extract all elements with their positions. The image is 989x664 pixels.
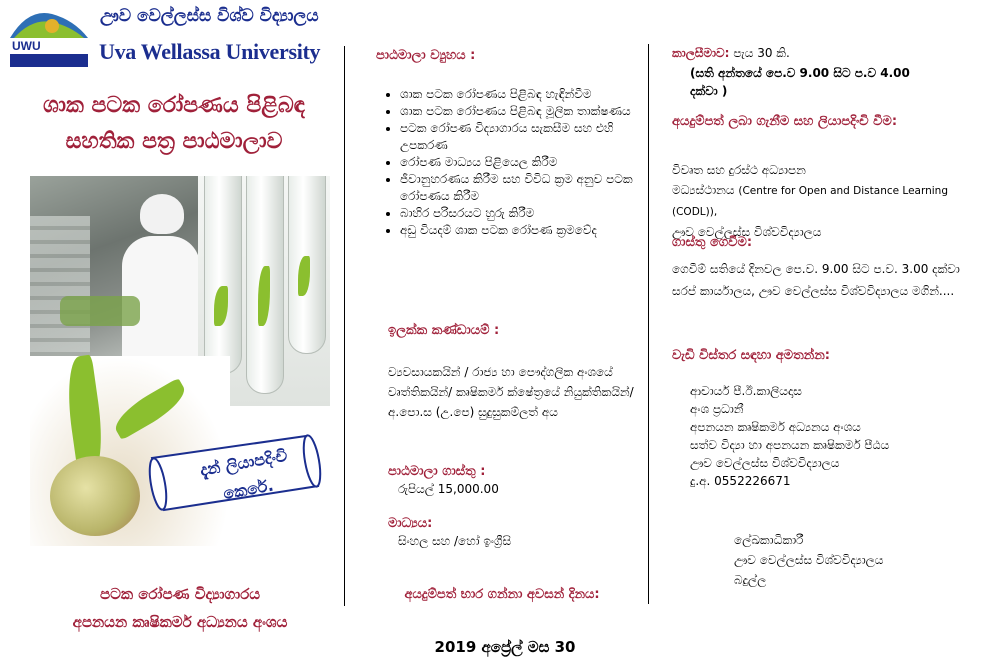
deadline-date: 2019 අප්‍රේල් මස 30 [434, 638, 576, 656]
university-name-english: Uva Wellassa University [99, 39, 321, 64]
duration-label: කාලසීමාව: [672, 46, 730, 60]
course-structure-list [378, 86, 662, 239]
course-title [14, 88, 334, 160]
contact-line: ඌව වෙල්ලස්ස විශ්වවිද්‍යාලය [690, 456, 840, 470]
course-fee-value: රුපියල් 15,000.00 [398, 482, 499, 496]
contact-line: සත්ව විද්‍යා හා අපනයන කෘෂිකර්ම පීඨය [690, 438, 890, 452]
list-item: • පටක රෝපණ විද්‍යාගාරය සැකසීම සහ එහි උපකරණ [400, 120, 662, 154]
medium-value: සිංහල සහ /හෝ ඉංග්‍රීසි [398, 534, 512, 548]
duration [672, 44, 790, 62]
column-divider-left [344, 46, 345, 606]
university-name-sinhala: ඌව වෙල්ලස්ස විශ්ව විද්‍යාලය [100, 6, 319, 26]
application-line: ඌව වෙල්ලස්ස විශ්වවිද්‍යාලය [672, 225, 822, 239]
registrar-signature-block [734, 530, 964, 590]
duration-value: පැය 30 කි. [733, 46, 790, 60]
application-line [672, 180, 972, 222]
list-item: • ශාක පටක රෝපණය පිළිබඳ මූලික තාක්ෂණය [400, 103, 662, 120]
payment-heading: ගාස්තු ගෙවීම: [672, 235, 753, 250]
banner-line: කෙරේ. [221, 475, 275, 504]
logo-text: UWU [12, 39, 41, 53]
payment-details: ගෙවීම් සතියේ දිනවල පෙ.ව. 9.00 සිට ප.ව. 3.00 දක්වා සරප් කාර්යාලය, ඌව වෙල්ලස්ස විශ්වවිද්‍යාලය මගින්.... [672, 262, 960, 298]
application-heading: අයදුම්පත් ලබා ගැනීම සහ ලියාපදිංචි වීම: [672, 114, 898, 129]
target-group-text: ව්‍යවසායකයින් / රාජ්‍ය හා පෞද්ගලික අංශයේ වෘත්තිකයින්/ කෘෂිකර්ම ක්ෂේත්‍රයේ නියුක්තිකයින්/ අ.පො.ස (උ.පෙ) සුදුසුකම්ලත් අය [388, 365, 634, 419]
list-item: • අඩු වියදම් ශාක පටක රෝපණ ක්‍රමවේද [400, 222, 662, 239]
course-title-line: සහතික පත්‍ර පාඨමාලාව [65, 129, 283, 154]
contact-line: අංශ ප්‍රධානී [690, 402, 744, 416]
department-name: අපනයන කෘෂිකර්ම අධ්‍යනය අංශය [72, 613, 288, 631]
list-item: • රෝපණ මාධ්‍යය පිළියෙල කිරීම [400, 154, 662, 171]
medium-heading: මාධ්‍යය: [388, 516, 433, 531]
registrar-line: බදුල්ල [734, 573, 767, 587]
course-title-line: ශාක පටක රෝපණය පිළිබඳ [43, 93, 305, 118]
codl-name: (Centre for Open and Distance Learning (CODL)), [672, 185, 949, 218]
course-fee-heading: පාඨමාලා ගාස්තු : [388, 464, 486, 479]
duration-note: (සති අන්තයේ පෙ.ව 9.00 සිට ප.ව 4.00 දක්වා ) [690, 66, 910, 98]
lab-name: පටක රෝපණ විද්‍යාගාරය [99, 585, 261, 603]
application-details [672, 160, 972, 242]
banner-line: දැන් ලියාපදිංචි [198, 445, 289, 480]
contact-details [690, 382, 970, 490]
contact-line: අපනයන කෘෂිකර්ම අධ්‍යනය අංශය [690, 420, 861, 434]
deadline-heading: අයදුම්පත් භාර ගන්නා අවසන් දිනය: [404, 587, 600, 602]
application-line-part: මධ්‍යස්ථානය [672, 183, 739, 197]
application-line: විවෘත සහ දුරස්ථ අධ්‍යාපන [672, 163, 806, 177]
registrar-line: ලේඛකාධිකාරී [734, 533, 804, 547]
more-info-heading: වැඩි විස්තර සඳහා අමතන්න: [672, 348, 830, 363]
course-structure-heading: පාඨමාලා ව්‍යුහය : [376, 48, 476, 63]
list-item: • ශාක පටක රෝපණය පිළිබඳ හැඳින්වීම [400, 86, 662, 103]
lab-worker-photo [30, 176, 200, 356]
target-group-heading: ඉලක්ක කණ්ඩායම් : [388, 323, 500, 338]
list-item: • ජීවානුහරණය කිරීම සහ විවිධ ක්‍රම අනුව පටක රෝපණය කිරීම [400, 171, 662, 205]
contact-phone: දු.අ. 0552226671 [690, 474, 791, 488]
registrar-line: ඌව වෙල්ලස්ස විශ්වවිද්‍යාලය [734, 553, 884, 567]
list-item: • බාහිර පරිසරයට හුරු කිරීම [400, 205, 662, 222]
university-logo [8, 4, 90, 68]
contact-line: ආචාර්ය පී.ඊ.කාලියදාස [690, 384, 802, 398]
